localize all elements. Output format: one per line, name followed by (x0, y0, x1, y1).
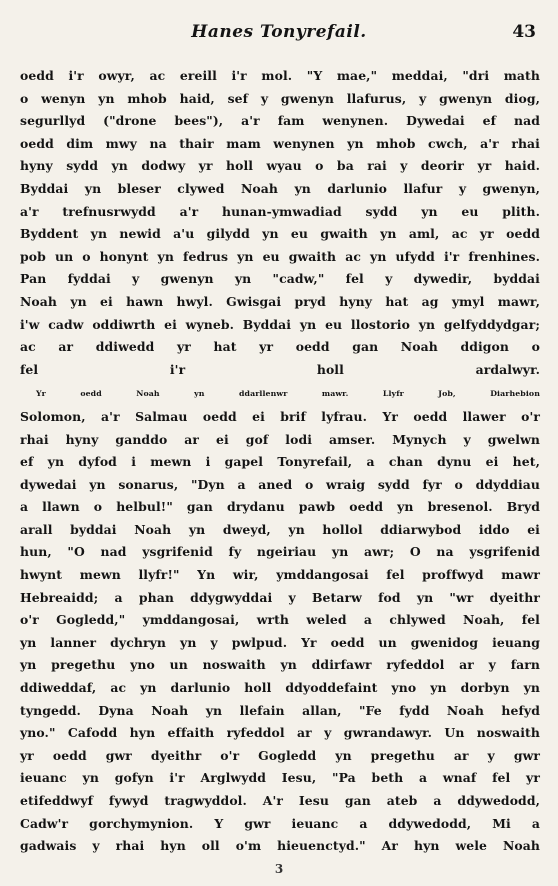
text-line: tyngedd. Dyna Noah yn llefain allan, "Fe fydd Noah hefyd (20, 702, 540, 718)
text-line: ac ar ddiwedd yr hat yr oedd gan Noah ddigon o (20, 339, 540, 355)
text-line: a'r trefnusrwydd a'r hunan-ymwadiad sydd yn eu plith. (20, 203, 540, 219)
paragraph (20, 383, 540, 857)
text-line: yn lanner dychryn yn y pwlpud. Yr oedd un gwenidog ieuang (20, 634, 540, 650)
text-line: hyny sydd yn dodwy yr holl wyau o ba rai y deorir yr haid. (20, 158, 540, 174)
text-line: yr oedd gwr dyeithr o'r Gogledd yn pregethu ar y gwr (20, 747, 540, 763)
page-header (0, 22, 558, 46)
text-line: fel i'r holl ardalwyr. (20, 361, 540, 377)
text-line: gadwais y rhai hyn oll o'm hieuenctyd." Ar hyn wele Noah (20, 838, 540, 854)
text-line: i'w cadw oddiwrth ei wyneb. Byddai yn eu llostorio yn gelfyddydgar; (20, 316, 540, 332)
running-title: Hanes Tonyrefail. (191, 22, 367, 42)
page-number: 43 (512, 22, 536, 42)
text-line: Byddent yn newid a'u gilydd yn eu gwaith yn aml, ac yr oedd (20, 226, 540, 242)
text-line: ef yn dyfod i mewn i gapel Tonyrefail, a chan dynu ei het, (20, 454, 540, 470)
text-line: ddiweddaf, ac yn darlunio holl ddyoddefaint yno yn dorbyn yn (20, 680, 540, 696)
text-line: hun, "O nad ysgrifenid fy ngeiriau yn awr; O na ysgrifenid (20, 544, 540, 560)
text-line: Yr oedd Noah yn ddarllenwr mawr. Llyfr Job, Diarhebion (36, 389, 540, 399)
page-body (20, 65, 540, 858)
text-line: a llawn o helbul!" gan drydanu pawb oedd yn bresenol. Bryd (20, 499, 540, 515)
text-line: dywedai yn sonarus, "Dyn a aned o wraig sydd fyr o ddyddiau (20, 476, 540, 492)
text-line: Hebreaidd; a phan ddygwyddai y Betarw fod yn "wr dyeithr (20, 589, 540, 605)
paragraph (20, 65, 540, 381)
text-line: ieuanc yn gofyn i'r Arglwydd Iesu, "Pa beth a wnaf fel yr (20, 770, 540, 786)
text-line: Noah yn ei hawn hwyl. Gwisgai pryd hyny hat ag ymyl mawr, (20, 293, 540, 309)
text-line: oedd dim mwy na thair mam wenynen yn mhob cwch, a'r rhai (20, 135, 540, 151)
text-line: oedd i'r owyr, ac ereill i'r mol. "Y mae," meddai, "dri math (20, 68, 540, 83)
text-line: yn pregethu yno un noswaith yn ddirfawr ryfeddol ar y farn (20, 657, 540, 673)
text-line: o'r Gogledd," ymddangosai, wrth weled a chlywed Noah, fel (20, 612, 540, 628)
text-line: hwynt mewn llyfr!" Yn wir, ymddangosai fel proffwyd mawr (20, 567, 540, 583)
text-line: Cadw'r gorchymynion. Y gwr ieuanc a ddywedodd, Mi a (20, 815, 540, 831)
text-line: segurllyd ("drone bees"), a'r fam wenynen. Dywedai ef nad (20, 113, 540, 129)
text-line: rhai hyny ganddo ar ei gof lodi amser. Mynych y gwelwn (20, 431, 540, 447)
text-line: Pan fyddai y gwenyn yn "cadw," fel y dywedir, byddai (20, 271, 540, 287)
text-line: arall byddai Noah yn dweyd, yn hollol ddiarwybod iddo ei (20, 521, 540, 537)
text-line: o wenyn yn mhob haid, sef y gwenyn llafurus, y gwenyn diog, (20, 90, 540, 106)
signature-mark: 3 (274, 862, 284, 876)
text-line: yno." Cafodd hyn effaith ryfeddol ar y gwrandawyr. Un noswaith (20, 725, 540, 741)
text-line: Solomon, a'r Salmau oedd ei brif lyfrau. Yr oedd llawer o'r (20, 408, 540, 424)
text-line: pob un o honynt yn fedrus yn eu gwaith ac yn ufydd i'r frenhines. (20, 248, 540, 264)
text-line: Byddai yn bleser clywed Noah yn darlunio llafur y gwenyn, (20, 180, 540, 196)
text-line: etifeddwyf fywyd tragwyddol. A'r Iesu gan ateb a ddywedodd, (20, 793, 540, 808)
